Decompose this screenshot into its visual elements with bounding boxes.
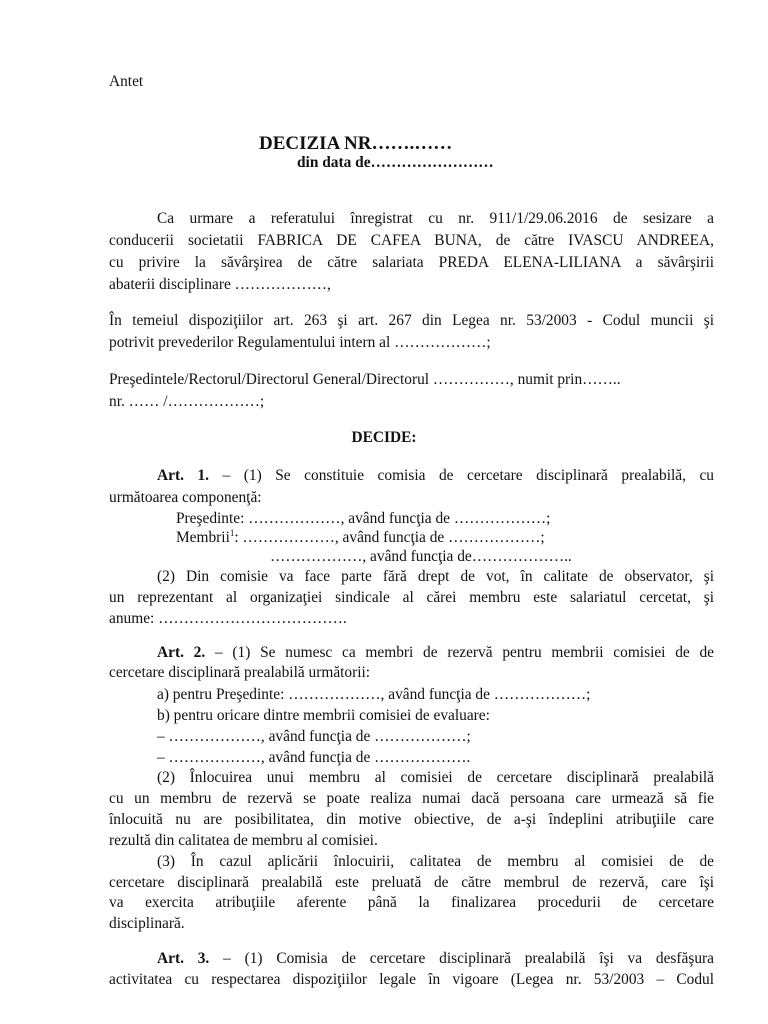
- art1-p2-line-1: (2) Din comisie va face parte fără drept de vot, în calitate de observator, şi: [157, 568, 714, 585]
- art3-line-1-text: – (1) Comisia de cercetare disciplinară prealabilă îşi va desfăşura: [209, 950, 715, 967]
- art3-heading: Art. 3.: [157, 950, 210, 967]
- art2-line-2: cercetare disciplinară prealabilă următorii:: [109, 664, 371, 681]
- art2-heading: Art. 2.: [157, 644, 206, 661]
- art1-heading: Art. 1.: [157, 467, 209, 484]
- art3-line-2: activitatea cu respectarea dispoziţiilor legale în vigoare (Legea nr. 53/2003 – Codul: [109, 971, 714, 988]
- art2-dash-1: – ………………, având funcţia de ………………;: [157, 728, 471, 745]
- art1-p2-line-3: anume: ……………………………….: [109, 610, 347, 627]
- footnote-marker: 1: [229, 527, 235, 538]
- art1-line-2: următoarea componenţă:: [109, 489, 262, 506]
- art1-members: [176, 528, 714, 548]
- intro-line-2: conducerii societatii FABRICA DE CAFEA BUNA, de către IVASCU ANDREEA,: [109, 232, 714, 249]
- art2-p3-line-3: va exercita atribuţiile aferente până la finalizarea procedurii de cercetare: [109, 894, 714, 911]
- basis-line-2: potrivit prevederilor Regulamentului intern al ………………;: [109, 334, 491, 351]
- art1-members-label: Membrii: [176, 529, 230, 546]
- intro-line-4: abaterii disciplinare ………………,: [109, 276, 331, 293]
- art2-p2-line-2: cu un membru de rezervă se poate realiza numai dacă persoana care urmează să fie: [109, 790, 714, 807]
- decision-title: DECIZIA NR…….……: [259, 133, 453, 154]
- art2-line-1-text: – (1) Se numesc ca membri de rezervă pentru membrii comisiei de de: [205, 644, 714, 661]
- art2-line-1: [157, 643, 714, 663]
- art1-member-2: ………………, având funcţia de………………..: [270, 548, 572, 565]
- art2-p2-line-3: înlocuită nu are posibilitatea, din motive obiective, de a-şi îndeplini atribuţiile care: [109, 811, 714, 828]
- intro-line-1: Ca urmare a referatului înregistrat cu nr. 911/1/29.06.2016 de sesizare a: [157, 210, 714, 227]
- art1-members-text: : ………………, având funcţia de ………………;: [234, 529, 545, 546]
- signatory-line-1: Preşedintele/Rectorul/Directorul General/Directorul ……………, numit prin……..: [109, 371, 621, 388]
- art2-p3-line-4: disciplinară.: [109, 915, 185, 932]
- art2-item-a: a) pentru Preşedinte: ………………, având funcţia de ………………;: [157, 686, 591, 703]
- basis-line-1: În temeiul dispoziţiilor art. 263 şi art. 267 din Legea nr. 53/2003 - Codul muncii şi: [109, 312, 714, 329]
- art3-line-1: [157, 949, 714, 969]
- art1-line-1: [157, 466, 714, 486]
- art2-p3-line-1: (3) În cazul aplicării înlocuirii, calitatea de membru al comisiei de de: [157, 853, 714, 870]
- art2-p3-line-2: cercetare disciplinară prealabilă este preluată de către membrul de rezervă, care îşi: [109, 874, 714, 891]
- art1-p2-line-2: un reprezentant al organizaţiei sindicale al cărei membru este salariatul cercetat, şi: [109, 589, 714, 606]
- art2-dash-2: – ………………, având funcţia de ……………….: [157, 749, 471, 766]
- decision-date: din data de……………………: [297, 154, 494, 171]
- art2-p2-line-4: rezultă din calitatea de membru al comisiei.: [109, 832, 378, 849]
- art1-line-1-text: – (1) Se constituie comisia de cercetare disciplinară prealabilă, cu: [209, 467, 714, 484]
- art2-p2-line-1: (2) Înlocuirea unui membru al comisiei de cercetare disciplinară prealabilă: [157, 769, 714, 786]
- art2-item-b: b) pentru oricare dintre membrii comisiei de evaluare:: [157, 707, 490, 724]
- art1-president: Preşedinte: ………………, având funcţia de ………………;: [176, 510, 551, 527]
- decide-heading: DECIDE:: [351, 429, 417, 446]
- signatory-line-2: nr. …… /………………;: [109, 393, 265, 410]
- letterhead-label: Antet: [109, 73, 144, 90]
- intro-line-3: cu privire la săvârşirea de către salariata PREDA ELENA-LILIANA a săvârşirii: [109, 254, 714, 271]
